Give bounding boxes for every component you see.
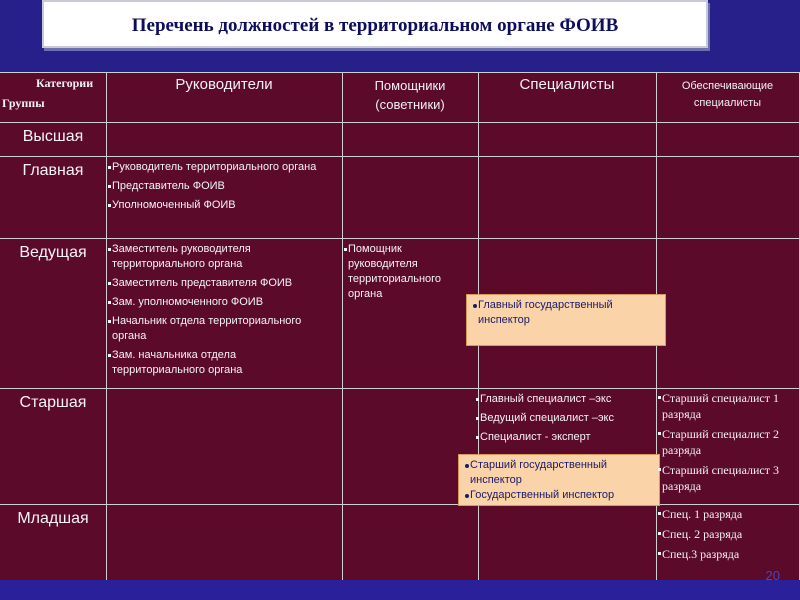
grid-line [0,72,800,73]
header-managers: Руководители [175,76,273,93]
cell-leading-assistants [344,242,458,306]
cell-main-managers [108,160,340,217]
grid-line [0,504,800,505]
header-assistants [342,76,478,114]
header-assistants-line2: (советники) [375,97,445,112]
header-category-label: Категории [36,76,94,90]
grid-line [0,388,800,389]
list-item: Зам. уполномоченного ФОИВ [108,295,328,310]
group-label-leading: Ведущая [19,244,87,261]
list-item: Начальник отдела территориального органа [108,314,328,344]
list-item: Государственный инспектор [465,488,653,503]
list-item: Старший специалист 2 разряда [658,426,798,458]
list-item: Старший государственный инспектор [465,458,653,488]
list-item: Руководитель территориального органа [108,160,340,175]
list-item: Спец. 2 разряда [658,526,798,542]
list-item: Представитель ФОИВ [108,179,340,194]
group-label-main: Главная [22,162,84,179]
header-group-label: Группы [2,96,45,110]
slide-title: Перечень должностей в территориальном органе ФОИВ [131,15,619,36]
list-item: Заместитель представителя ФОИВ [108,276,328,291]
grid-line [342,72,343,580]
grid-line [0,122,800,123]
grid-line [0,156,800,157]
list-item: Уполномоченный ФОИВ [108,198,340,213]
list-item: Специалист - эксперт [476,430,654,445]
senior-specialists-box [458,454,660,506]
page-number: 20 [765,568,780,583]
header-support-line1: Обеспечивающие [681,80,774,92]
slide-title-box [42,0,708,48]
list-item: Спец. 1 разряда [658,506,798,522]
list-item: Ведущий специалист –экс [476,411,654,426]
grid-line [106,72,107,580]
positions-table [0,72,800,580]
header-support [656,78,799,112]
grid-line [0,238,800,239]
leading-specialists-box [466,294,666,346]
cell-leading-managers [108,242,328,382]
list-item: Заместитель руководителя территориального органа [108,242,328,272]
list-item: Главный государственный инспектор [473,298,659,328]
cell-senior-support [658,390,798,498]
list-item: Главный специалист –экс [476,392,654,407]
group-label-junior: Младшая [17,510,89,527]
list-item: Старший специалист 1 разряда [658,390,798,422]
header-assistants-line1: Помощники [374,78,446,93]
group-label-highest: Высшая [22,128,84,145]
cell-junior-support [658,506,798,566]
header-support-line2: специалисты [693,97,762,109]
group-label-senior: Старшая [19,394,87,411]
list-item: Зам. начальника отдела территориального органа [108,348,328,378]
cell-senior-specialists [476,392,654,449]
list-item: Спец.3 разряда [658,546,798,562]
header-specialists: Специалисты [519,76,615,93]
list-item: Старший специалист 3 разряда [658,462,798,494]
list-item: Помощник руководителя территориального органа [344,242,458,302]
bottom-bar [0,580,800,600]
